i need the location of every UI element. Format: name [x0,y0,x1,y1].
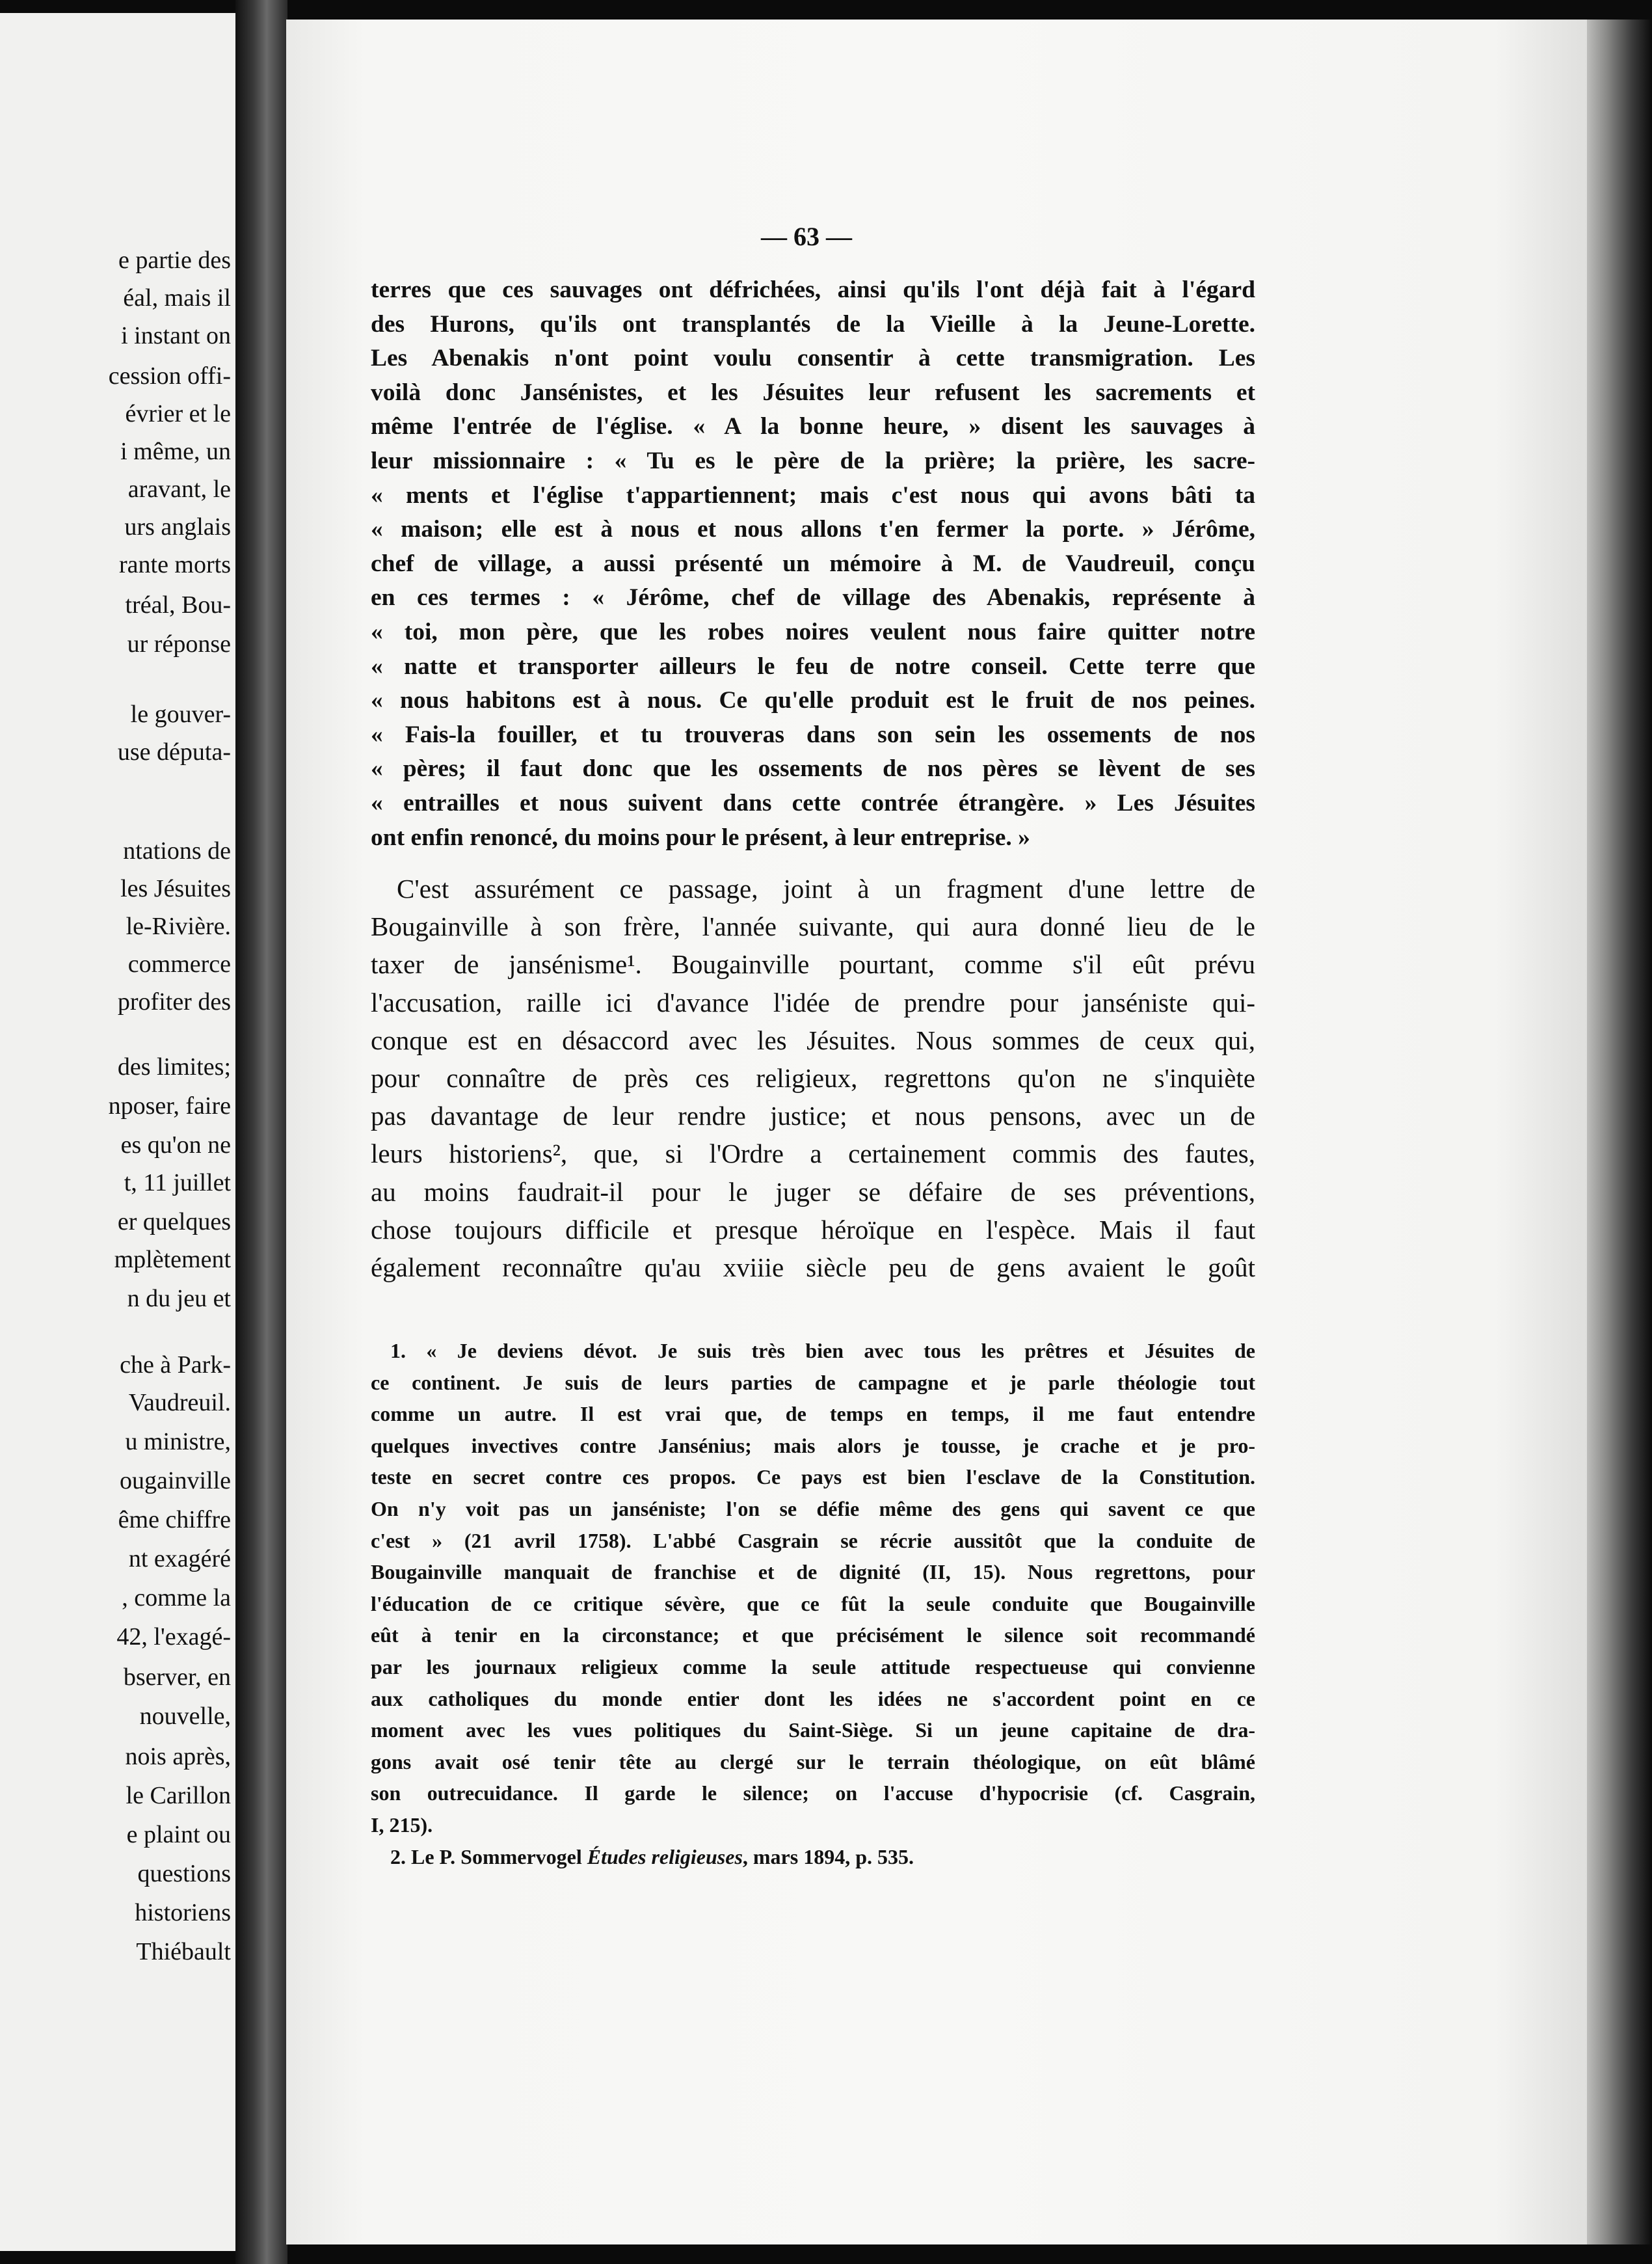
left-page-line: Thiébault [136,1938,231,1965]
footnote-1-line: par les journaux religieux comme la seule attitude respectueuse qui convienne [371,1655,1255,1678]
left-page-line: nposer, faire [108,1092,231,1120]
left-page-line: 42, l'exagé- [116,1623,231,1651]
body-line: « nous habitons est à nous. Ce qu'elle produit est le fruit de nos peines. [371,687,1255,714]
left-page-line: éal, mais il [123,284,231,312]
body-line: leur missionnaire : « Tu es le père de la prière; la prière, les sacre- [371,448,1255,474]
body-line: « natte et transporter ailleurs le feu de notre conseil. Cette terre que [371,653,1255,680]
left-page-line: les Jésuites [120,875,231,902]
left-page-line: des limites; [117,1053,231,1081]
left-page-line: i même, un [120,438,231,465]
left-page-line: le-Rivière. [126,913,231,940]
body-line: en ces termes : « Jérôme, chef de village des Abenakis, représente à [371,584,1255,611]
left-page-line: e plaint ou [126,1821,231,1848]
footnote-1-line: quelques invectives contre Jansénius; mais alors je tousse, je crache et je pro- [371,1434,1255,1457]
body-line: l'accusation, raille ici d'avance l'idée de prendre pour janséniste qui- [371,988,1255,1017]
left-page-line: ur réponse [127,630,231,658]
footnote-2-suffix: , mars 1894, p. 535. [742,1845,914,1868]
left-page-line: i instant on [121,322,231,349]
left-page-line: ême chiffre [118,1506,231,1533]
body-line: taxer de jansénisme¹. Bougainville pourtant, comme s'il eût prévu [371,949,1255,979]
body-line: Bougainville à son frère, l'année suivante, qui aura donné lieu de le [371,911,1255,941]
left-page-line: Vaudreuil. [128,1389,231,1416]
body-line: « maison; elle est à nous et nous allons t'en fermer la porte. » Jérôme, [371,516,1255,543]
left-page-line: nouvelle, [139,1703,231,1730]
body-line: au moins faudrait-il pour le juger se défaire de ses préventions, [371,1177,1255,1207]
footnote-1-line: 1. « Je deviens dévot. Je suis très bien avec tous les prêtres et Jésuites de [390,1339,1255,1362]
page-number: — 63 — [761,222,852,251]
body-line: « toi, mon père, que les robes noires veulent nous faire quitter notre [371,619,1255,645]
left-page-line: historiens [135,1899,231,1926]
left-page-line: use députa- [117,738,231,766]
footnote-1-line: I, 215). [371,1813,433,1837]
left-page-line: t, 11 juillet [124,1169,231,1196]
left-page-line: le gouver- [130,701,231,728]
footnote-2-prefix: 2. Le P. Sommervogel [390,1845,587,1868]
left-page-line: tréal, Bou- [125,591,231,619]
left-page-line: che à Park- [120,1351,231,1379]
body-line: chef de village, a aussi présenté un mémoire à M. de Vaudreuil, conçu [371,550,1255,577]
left-page-line: n du jeu et [127,1285,231,1312]
left-page-line: mplètement [114,1246,231,1273]
footnote-1-line: son outrecuidance. Il garde le silence; on l'accuse d'hypocrisie (cf. Casgrain, [371,1781,1255,1805]
footnote-1-line: teste en secret contre ces propos. Ce pays est bien l'esclave de la Constitution. [371,1465,1255,1489]
footnote-1-line: On n'y voit pas un janséniste; l'on se défie même des gens qui savent ce que [371,1497,1255,1520]
left-page-line: er quelques [117,1208,231,1235]
footnote-2-title: Études religieuses [587,1845,743,1868]
left-page-line: ougainville [120,1467,231,1494]
left-page-line: nois après, [125,1743,231,1770]
body-line: « pères; il faut donc que les ossements de nos pères se lèvent de ses [371,755,1255,782]
footnote-1-line: l'éducation de ce critique sévère, que ce fût la seule conduite que Bougainville [371,1592,1255,1615]
left-page-line: évrier et le [125,400,231,427]
body-line: pas davantage de leur rendre justice; et nous pensons, avec un de [371,1101,1255,1131]
book-gutter [235,0,287,2264]
body-line: pour connaître de près ces religieux, regrettons qu'on ne s'inquiète [371,1063,1255,1093]
left-page-line: bserver, en [123,1664,231,1691]
left-page-line: questions [137,1860,231,1887]
footnote-2 [390,1845,1255,1869]
body-line: C'est assurément ce passage, joint à un fragment d'une lettre de [397,874,1255,904]
body-line: terres que ces sauvages ont défrichées, ainsi qu'ils l'ont déjà fait à l'égard [371,276,1255,303]
body-line: ont enfin renoncé, du moins pour le présent, à leur entreprise. » [371,824,1030,851]
left-page-line: ntations de [123,837,231,865]
left-page-line: nt exagéré [128,1545,231,1572]
left-page-line: u ministre, [125,1428,231,1455]
body-line: chose toujours difficile et presque héroïque en l'espèce. Mais il faut [371,1215,1255,1245]
footnote-1-line: c'est » (21 avril 1758). L'abbé Casgrain se récrie aussitôt que la conduite de [371,1529,1255,1552]
left-page-line: es qu'on ne [120,1131,231,1159]
left-page-line: profiter des [117,988,231,1016]
left-page-line: urs anglais [124,513,231,541]
footnote-1-line: Bougainville manquait de franchise et de dignité (II, 15). Nous regrettons, pour [371,1560,1255,1583]
body-line: « ments et l'église t'appartiennent; mais c'est nous qui avons bâti ta [371,482,1255,509]
left-page-line: commerce [127,950,231,978]
body-line: « Fais-la fouiller, et tu trouveras dans son sein les ossements de nos [371,721,1255,748]
body-line: des Hurons, qu'ils ont transplantés de la Vieille à la Jeune-Lorette. [371,311,1255,338]
page-edge [1587,20,1652,2244]
body-line: conque est en désaccord avec les Jésuites. Nous sommes de ceux qui, [371,1025,1255,1055]
body-line: voilà donc Jansénistes, et les Jésuites leur refusent les sacrements et [371,379,1255,406]
left-facing-page [0,13,244,2251]
body-line: « entrailles et nous suivent dans cette contrée étrangère. » Les Jésuites [371,790,1255,816]
left-page-line: rante morts [118,551,231,578]
footnote-1-line: eût à tenir en la circonstance; et que précisément le silence soit recommandé [371,1623,1255,1647]
body-line: même l'entrée de l'église. « A la bonne heure, » disent les sauvages à [371,413,1255,440]
body-line: également reconnaître qu'au xviiie siècle peu de gens avaient le goût [371,1252,1255,1282]
footnote-1-line: gons avait osé tenir tête au clergé sur le terrain théologique, on eût blâmé [371,1750,1255,1773]
body-line: Les Abenakis n'ont point voulu consentir à cette transmigration. Les [371,345,1255,371]
left-page-line: e partie des [118,247,231,274]
body-line: leurs historiens², que, si l'Ordre a certainement commis des fautes, [371,1139,1255,1168]
footnote-1-line: moment avec les vues politiques du Saint-Siège. Si un jeune capitaine de dra- [371,1718,1255,1742]
footnote-1-line: aux catholiques du monde entier dont les idées ne s'accordent point en ce [371,1687,1255,1710]
left-page-line: le Carillon [126,1782,231,1809]
footnote-1-line: comme un autre. Il est vrai que, de temps en temps, il me faut entendre [371,1402,1255,1425]
footnote-1-line: ce continent. Je suis de leurs parties de campagne et je parle théologie tout [371,1371,1255,1394]
left-page-line: cession offi- [108,362,231,390]
left-page-line: aravant, le [127,476,231,503]
left-page-line: , comme la [122,1584,231,1611]
